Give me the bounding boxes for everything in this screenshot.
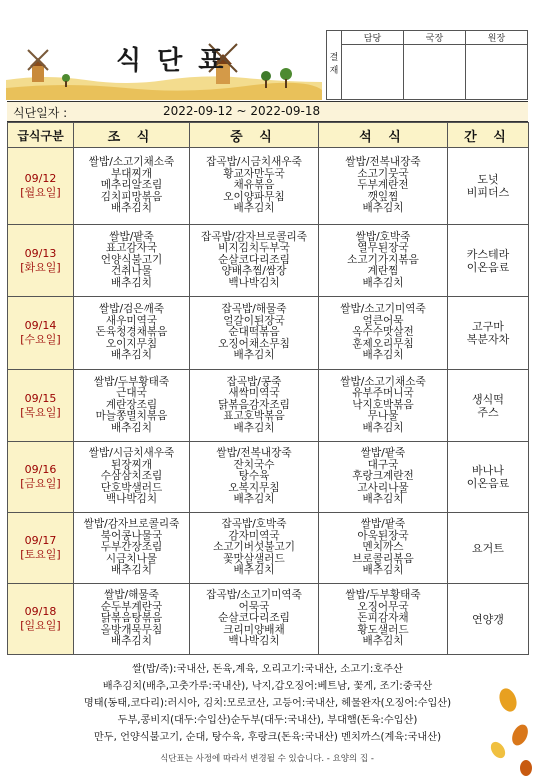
menu-item: 잔치국수 [233,458,275,471]
menu-item: 잡곡밥/감자브로콜리죽 [201,230,307,243]
menu-item: 닭볶음탕볶음 [100,612,163,625]
menu-item: 쌀밥/전복내장죽 [216,447,292,460]
menu-date-cell [8,513,74,584]
menu-item: 고구마 [472,320,504,333]
menu-item: 오징어무국 [357,600,409,613]
menu-cell-snack [448,148,529,225]
menu-weekday: [월요일] [20,186,61,199]
menu-item: 무나물 [367,410,399,423]
menu-row [8,584,529,655]
menu-cell-dinner [319,442,448,513]
menu-date: 09/13 [24,246,57,260]
menu-item: 쌀밥/소고기채소죽 [88,156,175,169]
page-title: 식단표 [116,46,240,76]
menu-item: 이온음료 [466,477,510,490]
menu-item: 아욱된장국 [357,529,409,542]
menu-table [7,122,529,655]
menu-date: 09/14 [24,319,57,332]
menu-item: 옥수수맛살전 [352,326,414,339]
menu-item: 쌀밥/소고기채소죽 [340,375,426,388]
menu-item: 배추김치 [362,421,404,434]
menu-date-cell [8,225,74,297]
menu-item: 생식떡 [472,392,504,406]
menu-row [8,225,529,297]
header-snack: 간 식 [448,123,529,148]
menu-item: 순살코다리조림 [218,253,290,266]
menu-item: 쌀밥/전복내장죽 [345,156,421,169]
menu-date-cell [8,148,74,225]
menu-item: 두부간장조림 [100,541,163,554]
menu-item: 부대찌개 [111,167,152,180]
menu-item: 황도샐러드 [357,623,409,636]
menu-weekday: [토요일] [20,548,61,561]
approval-role: 원장 [466,31,528,45]
header-banner [6,30,322,100]
menu-item: 쌀밥/감자브로콜리죽 [83,518,180,531]
menu-item: 쌀밥/팥죽 [109,230,154,243]
menu-date: 09/18 [24,605,57,618]
menu-item: 북어콩나물국 [100,529,163,542]
menu-item: 이온음료 [466,260,510,274]
menu-date: 09/12 [24,172,57,185]
menu-item: 꽃맛살샐러드 [223,552,285,565]
menu-cell-breakfast [74,442,190,513]
menu-row [8,370,529,442]
menu-date: 09/17 [24,534,57,547]
menu-date-cell [8,442,74,513]
menu-item: 소고기버섯불고기 [213,541,295,554]
autumn-leaves-decoration [478,680,534,779]
menu-item: 새싹미역국 [228,387,280,400]
menu-item: 오징어채소무침 [218,337,290,350]
menu-item: 소고기가지볶음 [347,253,419,266]
menu-item: 백나박김치 [228,276,280,289]
menu-item: 건취나물 [111,265,152,278]
footer-note: 식단표는 사정에 따라서 변경될 수 있습니다. - 요양의 집 - [160,754,374,764]
menu-weekday: [화요일] [20,260,61,274]
menu-cell-breakfast [74,513,190,584]
menu-item: 배추김치 [111,564,152,577]
origin-note-line: 배추김치(배추,고춧가루:국내산), 낙지,갑오징어:베트남, 꽃게, 조기:중국산 [102,681,433,692]
menu-item: 오복지무침 [228,481,280,494]
menu-item: 감자미역국 [228,529,280,542]
period-label: 식단일자 : [13,106,68,120]
menu-item: 배추김치 [233,349,275,362]
menu-item: 오이양파무침 [223,190,285,203]
menu-weekday: [일요일] [20,619,61,632]
menu-item: 배추김치 [111,421,152,434]
menu-item: 쌀밥/두부황태죽 [345,589,421,602]
menu-cell-dinner [319,513,448,584]
menu-item: 계란찜 [367,265,399,278]
menu-item: 마늘쫑멸치볶음 [95,410,168,423]
menu-item: 배추김치 [233,421,275,434]
menu-cell-dinner [319,225,448,297]
menu-item: 쌀밥/시금치새우죽 [88,447,175,460]
menu-item: 크리미양배채 [223,623,285,636]
menu-row [8,513,529,584]
menu-date: 09/16 [24,463,57,476]
menu-item: 메추리알조림 [100,179,163,192]
header-dinner: 석 식 [319,123,448,148]
menu-item: 얼큰어묵 [362,314,404,327]
menu-item: 배추김치 [362,349,404,362]
menu-date: 09/15 [24,391,57,405]
menu-cell-lunch [190,442,319,513]
menu-item: 연양갱 [472,612,504,626]
menu-cell-dinner [319,148,448,225]
menu-item: 깻잎찜 [367,190,399,203]
menu-item: 얼갈이된장국 [223,314,285,327]
menu-item: 도넛 [477,173,499,186]
approval-box [326,30,528,100]
menu-date-cell [8,584,74,655]
menu-row [8,148,529,225]
origin-notes [7,661,528,746]
menu-item: 비지김치두부국 [218,242,290,255]
menu-cell-dinner [319,584,448,655]
menu-cell-snack [448,370,529,442]
header-lunch: 중 식 [190,123,319,148]
menu-cell-lunch [190,297,319,370]
menu-cell-breakfast [74,225,190,297]
menu-item: 쌀밥/팥죽 [360,518,406,531]
menu-cell-snack [448,442,529,513]
menu-item: 오이지무침 [105,337,158,350]
menu-header-row [8,123,529,148]
menu-item: 배추김치 [362,635,404,648]
menu-cell-snack [448,513,529,584]
menu-item: 요거트 [472,541,504,555]
approval-label-text: 결재 [329,53,339,76]
menu-cell-lunch [190,225,319,297]
menu-item: 카스테라 [466,247,510,261]
menu-item: 바나나 [472,464,504,477]
approval-role: 국장 [404,31,466,45]
period-bar [7,101,528,122]
origin-note-line: 쌀(밥/죽):국내산, 돈육,계육, 오리고기:국내산, 소고기:호주산 [132,664,403,675]
origin-note-line: 명태(동태,코다리):러시아, 김치:모로코산, 고등어:국내산, 헤물완자(오징어:수입산) [83,698,452,709]
menu-item: 계란장조림 [105,398,158,411]
menu-cell-snack [448,584,529,655]
menu-item: 배추김치 [362,493,404,506]
menu-item: 비피더스 [466,186,510,199]
menu-item: 배추김치 [111,202,152,215]
menu-item: 주스 [477,405,499,419]
header-breakfast: 조 식 [74,123,190,148]
menu-item: 수삼삼치조림 [100,470,163,483]
menu-row [8,442,529,513]
period-value: 2022-09-12 ~ 2022-09-18 [163,104,321,118]
menu-item: 배추김치 [111,635,152,648]
menu-item: 백나박김치 [105,493,158,506]
menu-item: 김치피망볶음 [100,190,163,203]
menu-item: 두부계란전 [357,179,409,192]
menu-item: 잡곡밥/시금치새우죽 [206,156,302,169]
menu-item: 돈육청경채볶음 [95,326,168,339]
menu-cell-lunch [190,148,319,225]
approval-sign-box [466,45,528,100]
origin-note-line: 두부,콩비지(대두:수입산)순두부(대두:국내산), 부대햄(돈육:수입산) [117,715,418,726]
menu-cell-snack [448,225,529,297]
approval-sign-box [404,45,466,100]
menu-item: 유부주머니국 [352,387,414,400]
approval-sign-box [342,45,404,100]
menu-item: 브로콜리볶음 [352,552,414,565]
menu-item: 배추김치 [111,276,152,289]
menu-item: 배추김치 [233,564,275,577]
menu-item: 황교자만두국 [223,167,285,180]
menu-cell-breakfast [74,370,190,442]
menu-item: 닭볶음감자조림 [218,398,290,411]
menu-item: 어묵국 [238,600,270,613]
menu-item: 새우미역국 [105,314,158,327]
menu-cell-breakfast [74,148,190,225]
menu-item: 언양식불고기 [100,253,163,266]
menu-item: 배추김치 [362,276,404,289]
approval-label [327,31,342,100]
menu-cell-lunch [190,370,319,442]
menu-item: 순두부계란국 [100,600,163,613]
menu-item: 잡곡밥/호박죽 [221,518,287,531]
menu-cell-snack [448,297,529,370]
menu-date-cell [8,297,74,370]
menu-row [8,297,529,370]
menu-item: 표고감자국 [105,242,158,255]
menu-weekday: [수요일] [20,333,61,346]
menu-item: 돈피감자채 [357,612,409,625]
menu-item: 후랑크계란전 [352,470,414,483]
menu-item: 고사리나물 [357,481,409,494]
menu-item: 배추김치 [111,349,152,362]
menu-item: 표고호박볶음 [223,410,285,423]
menu-item: 순살코다리조림 [218,612,290,625]
menu-item: 잡곡밥/콩죽 [226,375,282,388]
menu-item: 훈제오리무침 [352,337,414,350]
menu-item: 쌀밥/호박죽 [355,230,411,243]
menu-weekday: [목요일] [20,405,61,419]
menu-item: 배추김치 [362,202,404,215]
menu-item: 배추김치 [233,202,275,215]
approval-role: 담당 [342,31,404,45]
menu-item: 소고기뭇국 [357,167,409,180]
menu-item: 된장찌개 [111,458,152,471]
menu-item: 단호박샐러드 [100,481,163,494]
origin-note-line: 만두, 언양식불고기, 순대, 탕수육, 후랑크(돈육:국내산) 멘치까스(계육:국내산) [93,732,442,743]
menu-item: 대구국 [367,458,399,471]
menu-weekday: [금요일] [20,477,61,490]
menu-cell-lunch [190,584,319,655]
menu-item: 시금치나물 [105,552,158,565]
header-meal-type: 급식구분 [8,123,74,148]
menu-cell-dinner [319,297,448,370]
menu-item: 배추김치 [233,493,275,506]
menu-item: 순대떡볶음 [228,326,280,339]
menu-item: 탕수육 [238,470,270,483]
menu-cell-lunch [190,513,319,584]
menu-item: 백나박김치 [228,635,280,648]
menu-cell-breakfast [74,584,190,655]
menu-item: 복분자차 [466,333,510,346]
menu-item: 쌀밥/팥죽 [360,447,406,460]
menu-item: 멘치까스 [362,541,404,554]
menu-item: 양배추찜/쌈장 [221,265,287,278]
menu-item: 쌀밥/두부황태죽 [93,375,170,388]
menu-item: 열무된장국 [357,242,409,255]
menu-date-cell [8,370,74,442]
menu-item: 올방개묵무침 [100,623,163,636]
menu-item: 채유볶음 [233,179,275,192]
menu-cell-dinner [319,370,448,442]
menu-cell-breakfast [74,297,190,370]
menu-item: 배추김치 [362,564,404,577]
menu-item: 근대국 [116,387,147,400]
menu-item: 쌀밥/검은깨죽 [99,303,164,316]
menu-item: 잡곡밥/소고기미역죽 [206,589,302,602]
menu-item: 쌀밥/해물죽 [104,589,159,602]
menu-item: 낙지호박볶음 [352,398,414,411]
menu-item: 잡곡밥/해물죽 [221,303,287,316]
menu-item: 쌀밥/소고기미역죽 [340,303,426,316]
